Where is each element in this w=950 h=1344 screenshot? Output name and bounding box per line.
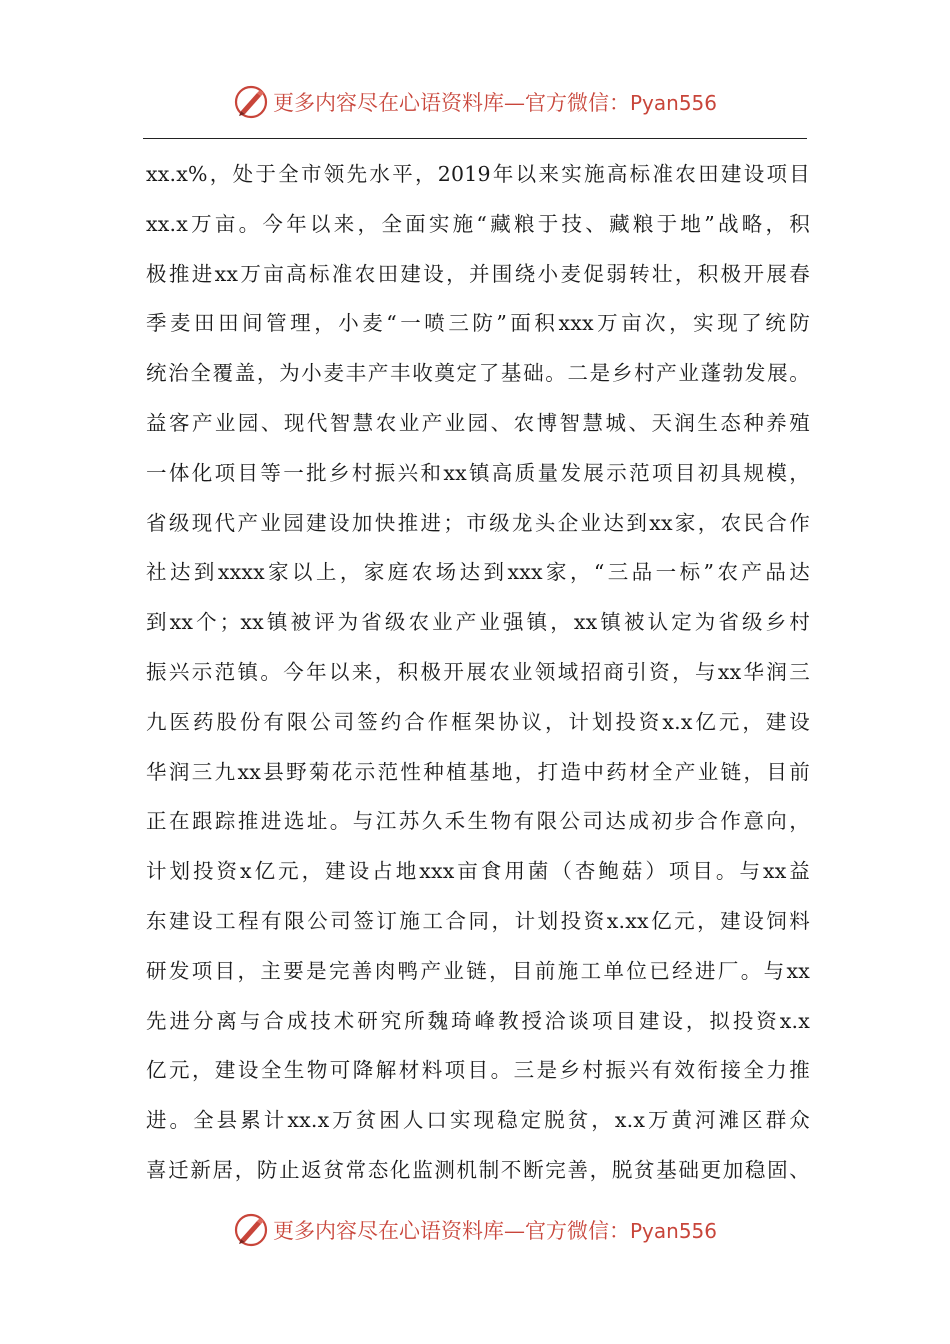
paragraph-line: 一体化项目等一批乡村振兴和xx镇高质量发展示范项目初具规模， <box>146 460 810 485</box>
paragraph-line: 季麦田田间管理，小麦“一喷三防”面积xxx万亩次，实现了统防 <box>146 311 810 336</box>
header-divider <box>143 138 807 139</box>
pen-logo-icon <box>233 84 269 120</box>
paragraph-line: 研发项目，主要是完善肉鸭产业链，目前施工单位已经进厂。与xx <box>146 958 810 983</box>
paragraph-line: 华润三九xx县野菊花示范性种植基地，打造中药材全产业链，目前 <box>146 759 810 784</box>
footer-banner-cn: 更多内容尽在心语资料库—官方微信： <box>272 1219 630 1243</box>
paragraph-line: 社达到xxxx家以上，家庭农场达到xxx家，“三品一标”农产品达 <box>146 560 810 585</box>
footer-banner-wechat-id: Pyan556 <box>629 1219 717 1243</box>
paragraph-line: 统治全覆盖，为小麦丰产丰收奠定了基础。二是乡村产业蓬勃发展。 <box>146 361 810 386</box>
pen-logo-icon <box>233 1212 269 1248</box>
header-watermark-banner <box>0 80 950 124</box>
header-banner-cn: 更多内容尽在心语资料库—官方微信： <box>272 91 630 115</box>
paragraph-line: 振兴示范镇。今年以来，积极开展农业领域招商引资，与xx华润三 <box>146 659 810 684</box>
header-banner-wechat-id: Pyan556 <box>629 91 717 115</box>
header-banner-text <box>273 87 717 117</box>
paragraph-line: 正在跟踪推进选址。与江苏久禾生物有限公司达成初步合作意向， <box>146 809 810 834</box>
paragraph-line: 进。全县累计xx.x万贫困人口实现稳定脱贫，x.x万黄河滩区群众 <box>146 1108 810 1133</box>
footer-banner-text <box>273 1215 717 1245</box>
paragraph-line: 喜迁新居，防止返贫常态化监测机制不断完善，脱贫基础更加稳固、 <box>146 1157 810 1182</box>
paragraph-line: 亿元，建设全生物可降解材料项目。三是乡村振兴有效衔接全力推 <box>146 1058 810 1083</box>
paragraph-line: 东建设工程有限公司签订施工合同，计划投资x.xx亿元，建设饲料 <box>146 908 810 933</box>
paragraph-line: xx.x%，处于全市领先水平，2019年以来实施高标准农田建设项目 <box>146 162 810 186</box>
paragraph-line: 九医药股份有限公司签约合作框架协议，计划投资x.x亿元，建设 <box>146 709 810 734</box>
document-body <box>146 150 810 1196</box>
paragraph-line: 先进分离与合成技术研究所魏琦峰教授洽谈项目建设，拟投资x.x <box>146 1008 810 1033</box>
paragraph-line: 益客产业园、现代智慧农业产业园、农博智慧城、天润生态种养殖 <box>146 410 810 435</box>
paragraph-line: 极推进xx万亩高标准农田建设，并围绕小麦促弱转壮，积极开展春 <box>146 261 810 286</box>
paragraph-line: 计划投资x亿元，建设占地xxx亩食用菌（杏鲍菇）项目。与xx益 <box>146 859 810 884</box>
footer-watermark-banner <box>0 1208 950 1252</box>
paragraph-line: xx.x万亩。今年以来，全面实施“藏粮于技、藏粮于地”战略，积 <box>146 211 810 236</box>
paragraph-line: 省级现代产业园建设加快推进；市级龙头企业达到xx家，农民合作 <box>146 510 810 535</box>
paragraph-line: 到xx个；xx镇被评为省级农业产业强镇，xx镇被认定为省级乡村 <box>146 610 810 635</box>
